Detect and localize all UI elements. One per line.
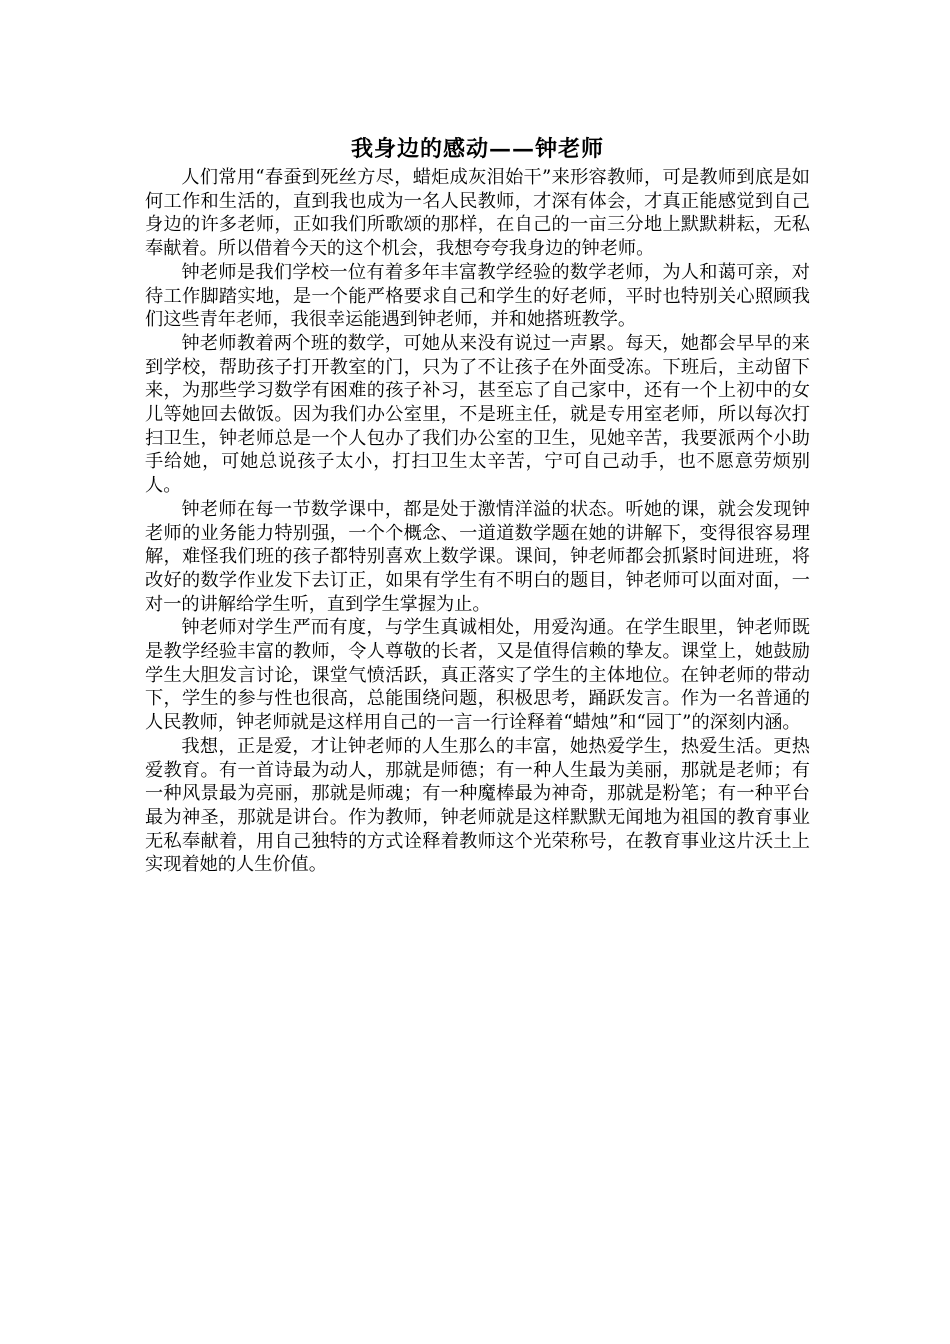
paragraph-1: 人们常用“春蚕到死丝方尽，蜡炬成灰泪始干”来形容教师，可是教师到底是如何工作和生活的，直到我也成为一名人民教师，才深有体会，才真正能感觉到自己身边的许多老师，正如我们所歌颂的那样，在自己的一亩三分地上默默耕耘，无私奉献着。所以借着今天的这个机会，我想夸夸我身边的钟老师。 — [145, 167, 810, 260]
paragraph-2: 钟老师是我们学校一位有着多年丰富教学经验的数学老师，为人和蔼可亲，对待工作脚踏实地，是一个能严格要求自己和学生的好老师，平时也特别关心照顾我们这些青年老师，我很幸运能遇到钟老师，并和她搭班教学。 — [145, 261, 810, 331]
document-page — [145, 132, 810, 877]
paragraph-4: 钟老师在每一节数学课中，都是处于激情洋溢的状态。听她的课，就会发现钟老师的业务能力特别强，一个个概念、一道道数学题在她的讲解下，变得很容易理解，难怪我们班的孩子都特别喜欢上数学课。课间，钟老师都会抓紧时间进班，将改好的数学作业发下去订正，如果有学生有不明白的题目，钟老师可以面对面，一对一的讲解给学生听，直到学生掌握为止。 — [145, 498, 810, 615]
paragraph-3: 钟老师教着两个班的数学，可她从来没有说过一声累。每天，她都会早早的来到学校，帮助孩子打开教室的门，只为了不让孩子在外面受冻。下班后，主动留下来，为那些学习数学有困难的孩子补习，甚至忘了自己家中，还有一个上初中的女儿等她回去做饭。因为我们办公室里，不是班主任，就是专用室老师，所以每次打扫卫生，钟老师总是一个人包办了我们办公室的卫生，见她辛苦，我要派两个小助手给她，可她总说孩子太小，打扫卫生太辛苦，宁可自己动手，也不愿意劳烦别人。 — [145, 332, 810, 497]
document-title: 我身边的感动——钟老师 — [350, 136, 604, 162]
paragraph-6: 我想，正是爱，才让钟老师的人生那么的丰富，她热爱学生，热爱生活。更热爱教育。有一首诗最为动人，那就是师德；有一种人生最为美丽，那就是老师；有一种风景最为亮丽，那就是师魂；有一种魔棒最为神奇，那就是粉笔；有一种平台最为神圣，那就是讲台。作为教师，钟老师就是这样默默无闻地为祖国的教育事业无私奉献着，用自己独特的方式诠释着教师这个光荣称号，在教育事业这片沃土上实现着她的人生价值。 — [145, 735, 810, 876]
paragraph-5: 钟老师对学生严而有度，与学生真诚相处，用爱沟通。在学生眼里，钟老师既是教学经验丰富的教师，令人尊敬的长者，又是值得信赖的挚友。课堂上，她鼓励学生大胆发言讨论，课堂气愤活跃，真正落实了学生的主体地位。在钟老师的带动下，学生的参与性也很高，总能围绕问题，积极思考，踊跃发言。作为一名普通的人民教师，钟老师就是这样用自己的一言一行诠释着“蜡烛”和“园丁”的深刻内涵。 — [145, 617, 810, 734]
